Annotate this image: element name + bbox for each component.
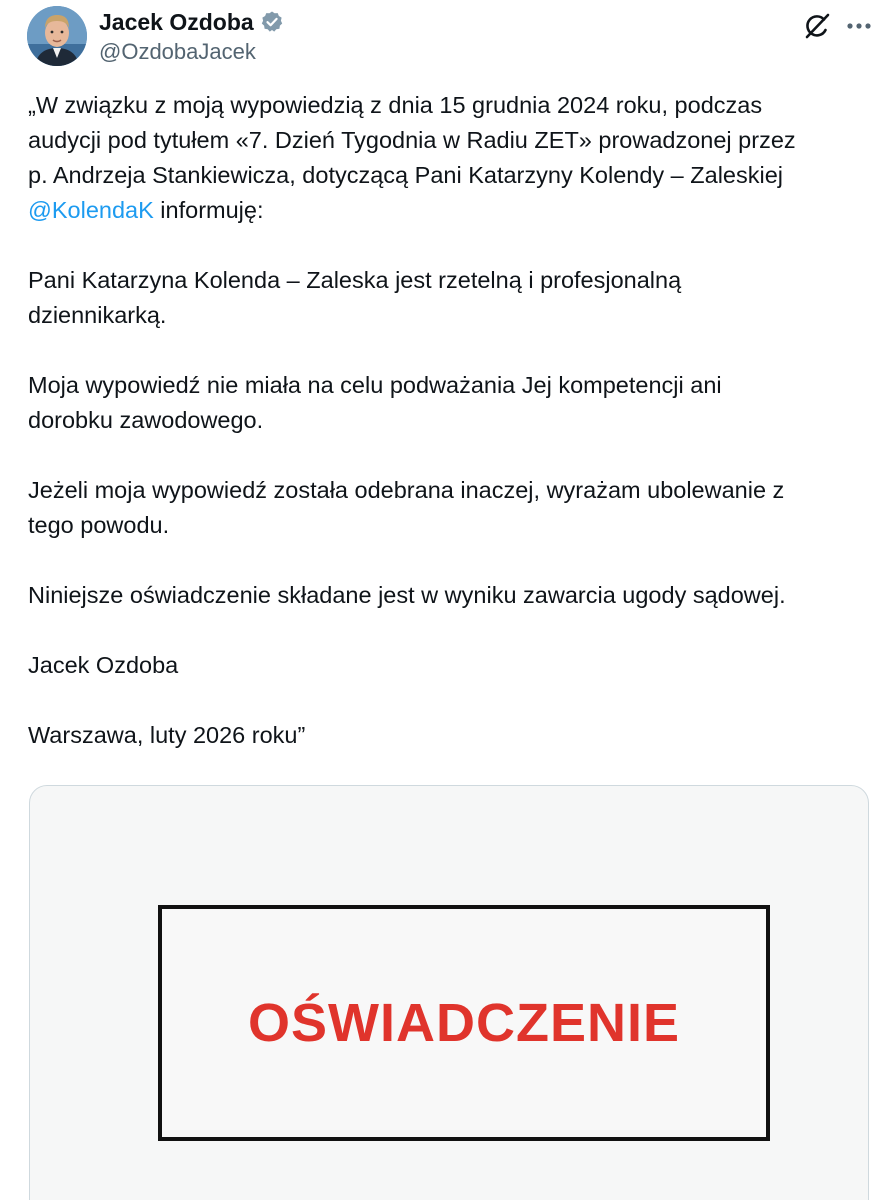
statement-image[interactable] (158, 905, 770, 1141)
tweet-line-with-mention (28, 193, 878, 228)
more-horizontal-icon (846, 22, 872, 30)
paragraph-gap (28, 438, 878, 473)
tweet-line: „W związku z moją wypowiedzią z dnia 15 grudnia 2024 roku, podczas (28, 92, 763, 118)
grok-button[interactable] (797, 6, 837, 46)
grok-icon (802, 11, 832, 41)
signature: Jacek Ozdoba (28, 652, 179, 678)
tweet-line-tail: informuję: (153, 197, 264, 223)
paragraph-gap (28, 683, 878, 718)
avatar[interactable] (27, 6, 87, 66)
tweet-line: Moja wypowiedź nie miała na celu podważania Jej kompetencji ani (28, 372, 722, 398)
paragraph-gap (28, 543, 878, 578)
tweet-line: dziennikarką. (28, 302, 167, 328)
tweet-line: Niniejsze oświadczenie składane jest w wyniku zawarcia ugody sądowej. (28, 582, 786, 608)
paragraph-gap (28, 333, 878, 368)
avatar-photo (27, 6, 87, 66)
author-name[interactable] (99, 8, 284, 36)
paragraph-gap (28, 613, 878, 648)
place-date: Warszawa, luty 2026 roku” (28, 722, 306, 748)
media-card[interactable] (29, 785, 869, 1200)
more-options-button[interactable] (842, 6, 876, 46)
tweet-line: dorobku zawodowego. (28, 407, 264, 433)
tweet-line: audycji pod tytułem «7. Dzień Tygodnia w Radiu ZET» prowadzonej przez (28, 127, 796, 153)
mention-link[interactable]: @KolendaK (28, 197, 154, 223)
author-handle[interactable]: @OzdobaJacek (99, 39, 256, 64)
paragraph-gap (28, 228, 878, 263)
author-name-text[interactable]: Jacek Ozdoba (99, 9, 254, 35)
tweet-line: tego powodu. (28, 512, 170, 538)
tweet-line: Pani Katarzyna Kolenda – Zaleska jest rzetelną i profesjonalną (28, 267, 682, 293)
tweet-line: p. Andrzeja Stankiewicza, dotyczącą Pani Katarzyny Kolendy – Zaleskiej (28, 162, 784, 188)
tweet-line: Jeżeli moja wypowiedź została odebrana inaczej, wyrażam ubolewanie z (28, 477, 785, 503)
tweet-text (28, 88, 878, 753)
verified-badge-icon (260, 10, 284, 34)
statement-title: OŚWIADCZENIE (247, 993, 680, 1053)
